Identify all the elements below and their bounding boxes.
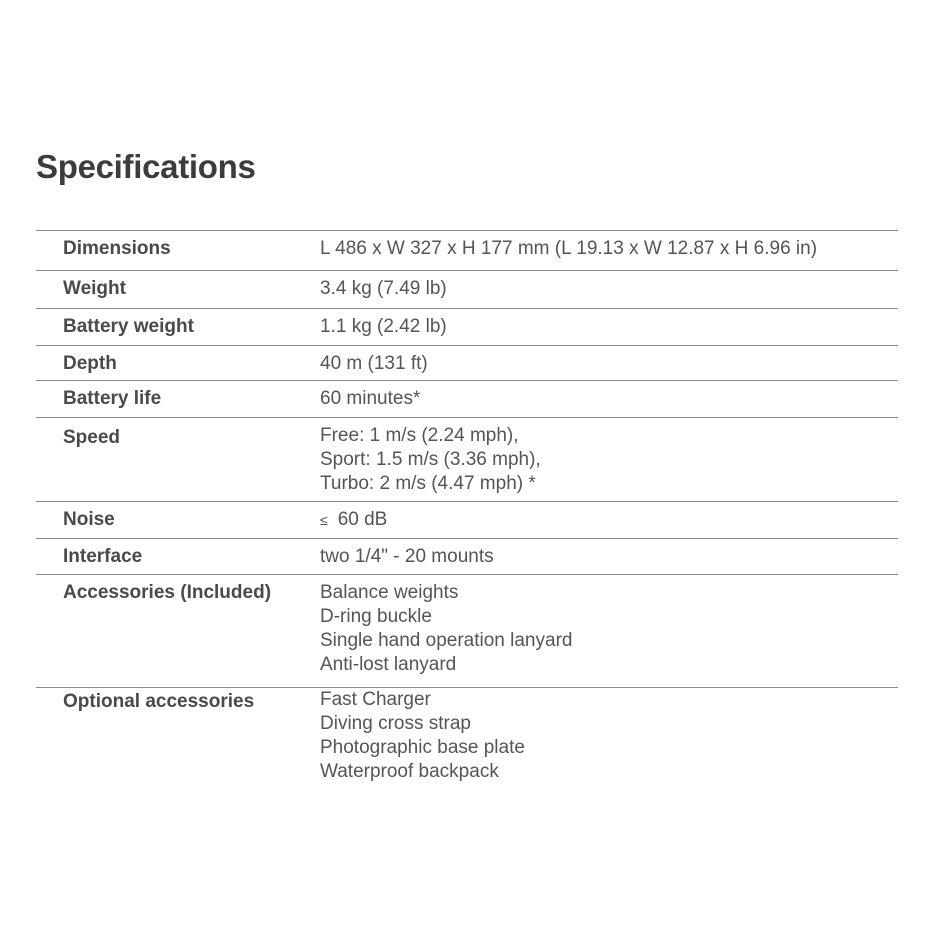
spec-value-line: Free: 1 m/s (2.24 mph), (320, 425, 519, 446)
spec-label: Battery weight (63, 316, 194, 337)
spec-value-line: Balance weights (320, 582, 459, 603)
spec-value (320, 237, 817, 261)
spec-row-noise (36, 502, 898, 539)
spec-label: Accessories (Included) (63, 582, 272, 603)
spec-value-line: 60 dB (337, 509, 388, 530)
spec-value (320, 352, 428, 376)
spec-label: Dimensions (63, 238, 171, 259)
spec-value (320, 688, 525, 784)
spec-value-line: 1.1 kg (2.42 lb) (320, 316, 447, 337)
spec-value-line: D-ring buckle (320, 606, 432, 627)
spec-value-line: two 1/4" - 20 mounts (320, 546, 494, 567)
spec-label: Noise (63, 509, 115, 530)
spec-value-line: 3.4 kg (7.49 lb) (320, 278, 447, 299)
spec-value-line: Turbo: 2 m/s (4.47 mph) * (320, 473, 536, 494)
spec-value-line: Diving cross strap (320, 713, 471, 734)
spec-label: Battery life (63, 388, 162, 409)
spec-row-weight (36, 271, 898, 309)
spec-label: Speed (63, 427, 121, 448)
spec-value (320, 545, 494, 569)
specifications-table (36, 230, 898, 798)
spec-row-depth (36, 346, 898, 381)
spec-value-line: L 486 x W 327 x H 177 mm (L 19.13 x W 12.87 x H 6.96 in) (320, 238, 818, 259)
spec-value (320, 387, 420, 411)
spec-value-line: 40 m (131 ft) (320, 353, 428, 374)
spec-label: Weight (63, 278, 126, 299)
spec-row-speed (36, 418, 898, 502)
spec-value-line: Fast Charger (320, 689, 431, 710)
spec-value (320, 424, 541, 496)
spec-value (320, 508, 387, 532)
spec-row-optional-accessories (36, 688, 898, 798)
spec-row-interface (36, 539, 898, 575)
spec-value-line: Single hand operation lanyard (320, 630, 573, 651)
spec-value (320, 277, 447, 301)
spec-label: Depth (63, 353, 117, 374)
spec-row-dimensions (36, 231, 898, 271)
spec-value-line: Sport: 1.5 m/s (3.36 mph), (320, 449, 541, 470)
spec-value (320, 315, 447, 339)
page-title: Specifications (36, 148, 256, 185)
spec-value-line: 60 minutes* (320, 388, 421, 409)
less-equal-icon: ≤ (320, 512, 328, 528)
spec-value (320, 581, 572, 677)
spec-row-battery-life (36, 381, 898, 418)
spec-value-line: Photographic base plate (320, 737, 525, 758)
spec-label: Interface (63, 546, 143, 567)
spec-row-accessories-included (36, 575, 898, 688)
spec-row-battery-weight (36, 309, 898, 346)
spec-value-line: Waterproof backpack (320, 761, 499, 782)
spec-label: Optional accessories (63, 691, 255, 712)
spec-value-line: Anti-lost lanyard (320, 654, 457, 675)
